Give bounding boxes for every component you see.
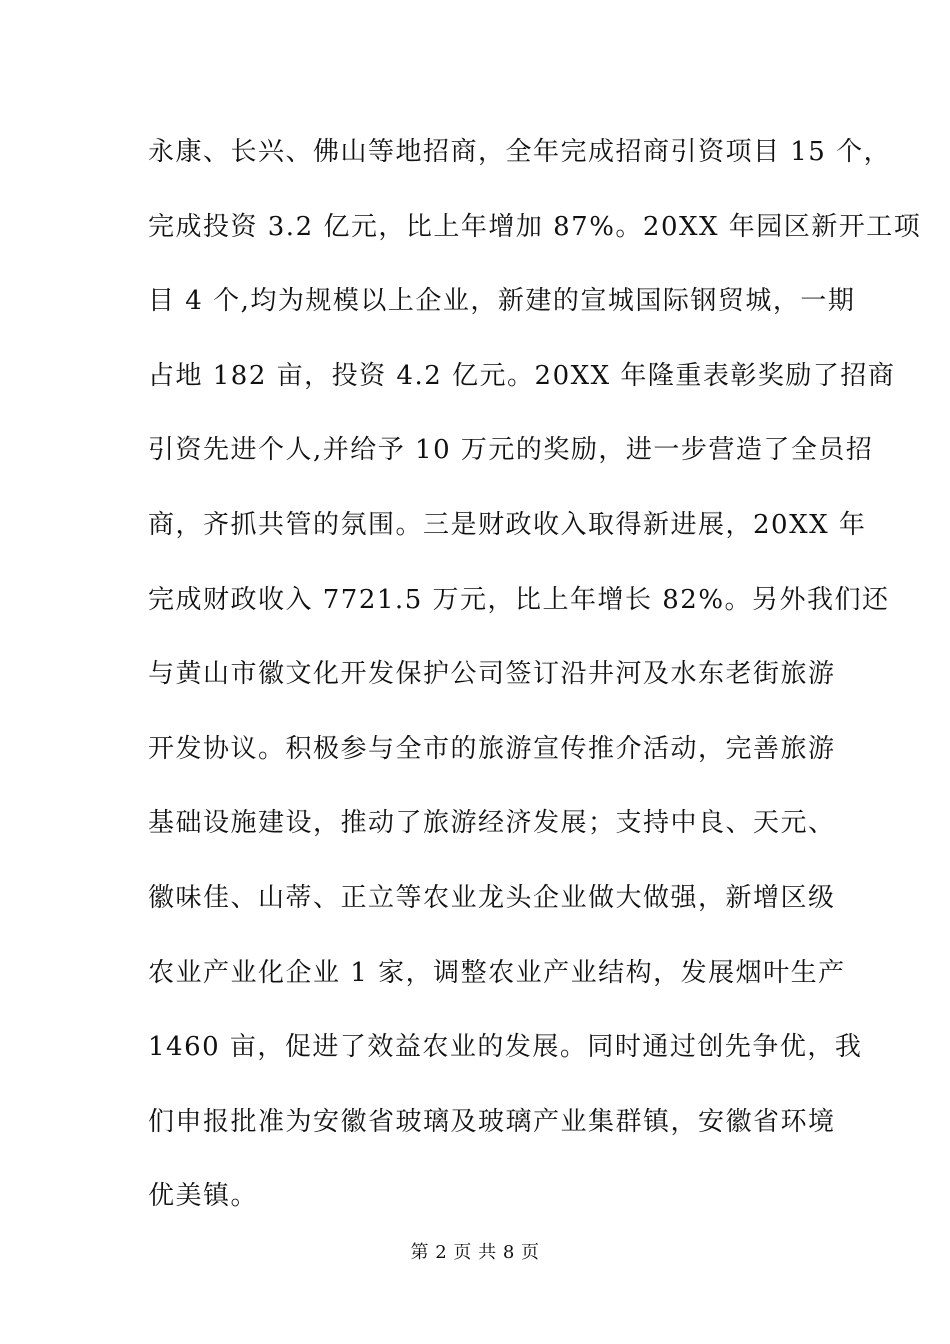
text-line: 占地 182 亩，投资 4.2 亿元。20XX 年隆重表彰奖励了招商 <box>148 360 896 391</box>
page-number-indicator: 第 2 页 共 8 页 <box>410 1242 540 1263</box>
text-line: 引资先进个人,并给予 10 万元的奖励，进一步营造了全员招 <box>148 435 874 466</box>
page-footer <box>0 1240 950 1266</box>
text-line: 开发协议。积极参与全市的旅游宣传推介活动，完善旅游 <box>148 733 836 764</box>
text-line: 完成投资 3.2 亿元，比上年增加 87%。20XX 年园区新开工项 <box>148 211 922 242</box>
text-line: 与黄山市徽文化开发保护公司签订沿井河及水东老街旅游 <box>148 659 836 690</box>
text-line: 完成财政收入 7721.5 万元，比上年增长 82%。另外我们还 <box>148 584 890 615</box>
text-line: 目 4 个,均为规模以上企业，新建的宣城国际钢贸城，一期 <box>148 286 856 317</box>
text-line: 基础设施建设，推动了旅游经济发展；支持中良、天元、 <box>148 808 836 839</box>
text-line: 商，齐抓共管的氛围。三是财政收入取得新进展，20XX 年 <box>148 509 867 540</box>
text-line: 永康、长兴、佛山等地招商，全年完成招商引资项目 15 个， <box>148 137 892 167</box>
text-line: 1460 亩，促进了效益农业的发展。同时通过创先争优，我 <box>148 1032 863 1063</box>
text-line: 徽味佳、山蒂、正立等农业龙头企业做大做强，新增区级 <box>148 882 836 913</box>
text-line: 优美镇。 <box>148 1181 259 1212</box>
text-line: 们申报批准为安徽省玻璃及玻璃产业集群镇，安徽省环境 <box>148 1106 836 1137</box>
body-text <box>148 130 922 1249</box>
text-line: 农业产业化企业 1 家，调整农业产业结构，发展烟叶生产 <box>148 957 846 988</box>
